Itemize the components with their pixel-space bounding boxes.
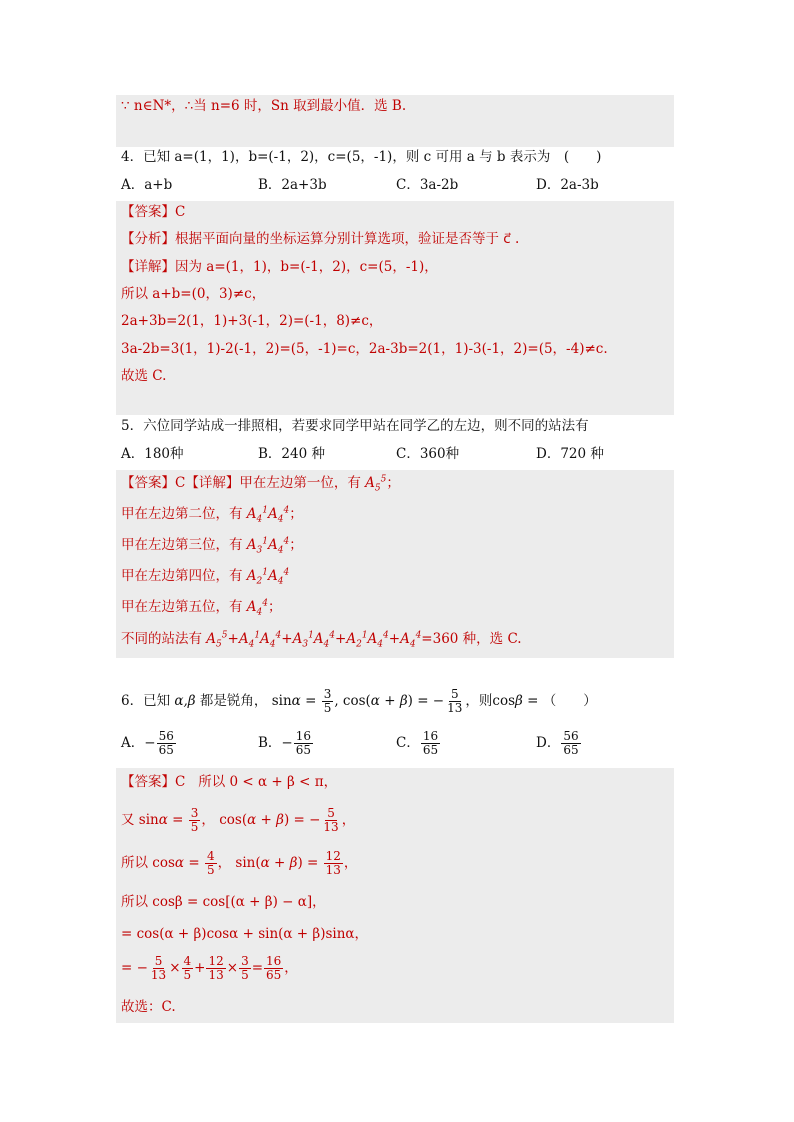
q4-line-4: 故选 C.	[121, 368, 167, 384]
q6-step-3: 所以 cosα = $\frac{4}{5}$ ， sin(α + β) = $\frac{12}{13}$ ，	[121, 849, 358, 877]
q6-option-a-den: 65	[158, 743, 174, 757]
q6-step-3-head: 所以	[121, 855, 148, 871]
q6-option-b-sign: −	[281, 735, 293, 751]
q5-perm-5: $A_4^4$	[246, 598, 269, 618]
q5-option-d: D．720 种	[536, 446, 604, 462]
q6-option-b-num: 16	[295, 729, 312, 743]
q5-line-6-head: 不同的站法有	[121, 631, 202, 647]
q6-step-2-head: 又	[121, 812, 135, 828]
q6-option-d	[536, 730, 582, 757]
q5-perm-1: $A_5^5$	[365, 474, 387, 494]
q6-option-c	[396, 730, 441, 757]
q4-option-c: C．3a-2b	[396, 177, 459, 193]
q5-line-3-text: 甲在左边第三位，有	[121, 537, 243, 553]
q6-step-1: 所以 0 < α + β < π，	[198, 774, 338, 790]
q6-stem-end: （ ）	[542, 693, 597, 709]
q4-analysis: 【分析】根据平面向量的坐标运算分别计算选项，验证是否等于 c⃗ .	[121, 231, 520, 247]
q5-answer-line-1: 【答案】C【详解】甲在左边第一位，有 $A_5^5$；	[121, 474, 400, 494]
q6-given: sinα = $\frac{3}{5}$ , cos(α + β) = − $\frac{5}{13}$	[271, 687, 463, 715]
q6-option-c-den: 65	[422, 743, 439, 757]
q5-answer-line-6	[121, 630, 522, 648]
q6-option-b-den: 65	[295, 743, 312, 757]
q5-option-a: A．180种	[121, 446, 184, 462]
q6-end: 故选：C.	[121, 999, 176, 1015]
q6-option-a-sign: −	[144, 735, 156, 751]
q6-option-c-label: C．	[396, 735, 420, 751]
q4-line-2: 2a+3b=2(1，1)+3(-1，2)=(-1，8)≠c，	[121, 313, 383, 329]
q5-line-4-text: 甲在左边第四位，有	[121, 568, 243, 584]
q6-option-a-num: 56	[158, 729, 174, 743]
q4-stem: 4．已知 a=(1，1)，b=(-1，2)，c=(5，-1)，则 c 可用 a 与 b 表示为 ( )	[121, 149, 602, 165]
prev-solution-line: ∵ n∈N*，∴当 n=6 时，Sn 取到最小值．选 B.	[121, 98, 407, 114]
q6-stem-tail: ，则	[465, 693, 493, 709]
q6-stem: 6．已知 α,β 都是锐角， sinα = $\frac{3}{5}$ , cos(α + β) = − $\frac{5}{13}$ ，则cosβ = （ ）	[121, 687, 597, 715]
q6-stem-head: 6．已知	[121, 693, 171, 709]
q5-answer-line-3: 甲在左边第三位，有 $A_3^1A_4^4$；	[121, 536, 303, 556]
q5-perm-2: $A_4^1A_4^4$	[246, 505, 290, 525]
q4-line-1: 所以 a+b=(0，3)≠c，	[121, 286, 266, 302]
q6-alpha-beta: α,β	[174, 693, 196, 709]
q6-step-2: 又 sinα = $\frac{3}{5}$ ， cos(α + β) = − $\frac{5}{13}$ ，	[121, 806, 356, 834]
q5-line-5-text: 甲在左边第五位，有	[121, 599, 243, 615]
q4-line-3: 3a-2b=3(1，1)-2(-1，2)=(5，-1)=c，2a-3b=2(1，1)-3(-1，2)=(5，-4)≠c.	[121, 341, 608, 357]
q6-option-b-label: B．	[258, 735, 282, 751]
q5-line-6-tail: =360 种，选 C.	[421, 631, 522, 647]
q6-option-a	[121, 730, 177, 757]
q5-perm-sum: $A_5^5+A_4^1A_4^4+A_3^1A_4^4+A_2^1A_4^4+A_4^4$	[206, 630, 422, 650]
q6-option-d-den: 65	[563, 743, 579, 757]
q5-answer-line-5: 甲在左边第五位，有 $A_4^4$；	[121, 598, 282, 618]
q4-option-a: A．a+b	[121, 177, 173, 193]
q5-option-c: C．360种	[396, 446, 460, 462]
q6-option-c-num: 16	[422, 729, 439, 743]
q5-perm-3: $A_3^1A_4^4$	[246, 536, 290, 556]
q6-step-5: = cos(α + β)cosα + sin(α + β)sinα，	[121, 926, 369, 942]
q4-detail: 【详解】因为 a=(1，1)，b=(-1，2)，c=(5，-1)，	[121, 259, 438, 275]
q5-line-2-text: 甲在左边第二位，有	[121, 506, 243, 522]
q5-perm-4: $A_2^1A_4^4$	[246, 567, 290, 587]
q6-answer: 【答案】C	[121, 774, 186, 790]
q5-answer-head: 【答案】C【详解】甲在左边第一位，有	[121, 475, 361, 491]
q6-answer-line	[121, 773, 337, 791]
q5-option-b: B．240 种	[258, 446, 325, 462]
q6-step-6: = − $\frac{5}{13}$ × $\frac{4}{5}$ + $\frac{12}{13}$ × $\frac{3}{5}$ = $\frac{16}{65}$ ，	[121, 954, 298, 982]
q4-answer: 【答案】C	[121, 204, 186, 220]
q4-option-d: D．2a-3b	[536, 177, 599, 193]
q6-option-a-label: A．	[121, 735, 145, 751]
q6-option-b	[258, 730, 314, 757]
q6-option-d-num: 56	[563, 729, 579, 743]
q4-option-b: B．2a+3b	[258, 177, 327, 193]
q6-stem-mid: 都是锐角，	[199, 693, 268, 709]
q6-step-4: 所以 cosβ = cos[(α + β) − α]，	[121, 894, 326, 910]
q5-answer-line-2: 甲在左边第二位，有 $A_4^1A_4^4$；	[121, 505, 303, 525]
q6-option-d-label: D．	[536, 735, 561, 751]
q5-stem: 5．六位同学站成一排照相，若要求同学甲站在同学乙的左边，则不同的站法有	[121, 418, 589, 434]
q5-answer-line-4	[121, 567, 289, 585]
